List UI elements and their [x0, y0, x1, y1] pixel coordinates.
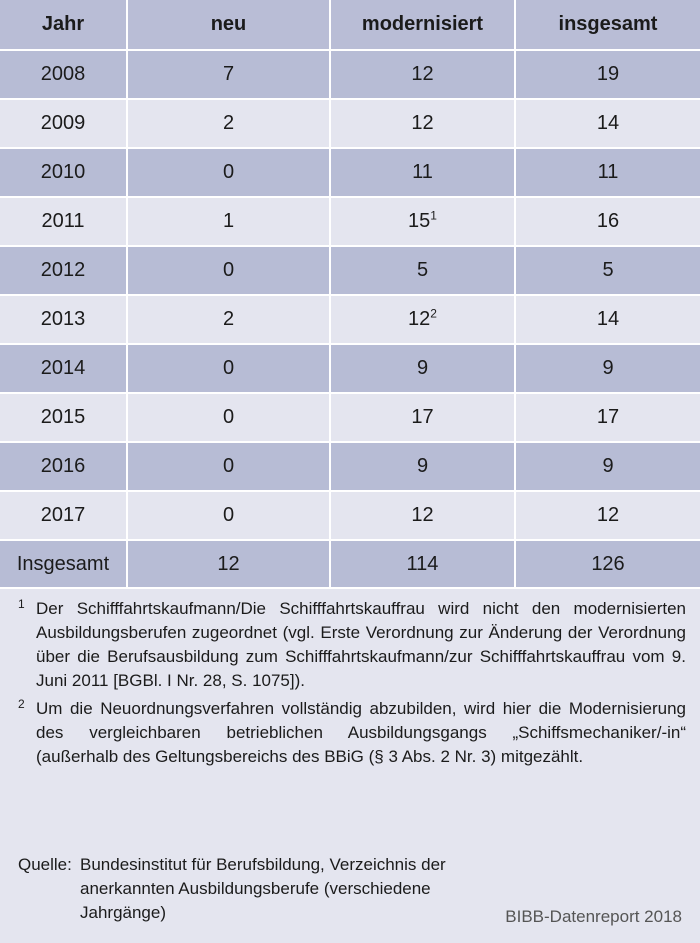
header-neu: neu: [127, 0, 330, 50]
header-jahr: Jahr: [0, 0, 127, 50]
cell-jahr: [0, 197, 127, 246]
cell-jahr-value: 2017: [40, 504, 86, 526]
cell-insgesamt: [515, 540, 700, 588]
cell-neu-value: 0: [222, 161, 235, 183]
cell-neu: [127, 295, 330, 344]
cell-modernisiert-value: 17: [411, 406, 434, 428]
cell-jahr-value: 2015: [40, 406, 86, 428]
cell-modernisiert-value: 12: [411, 504, 434, 526]
cell-modernisiert: [330, 197, 515, 246]
cell-neu: [127, 148, 330, 197]
cell-jahr-value: 2010: [40, 161, 86, 183]
cell-insgesamt-value: 5: [602, 259, 614, 281]
cell-modernisiert: [330, 50, 515, 99]
cell-jahr-value: 2012: [40, 259, 86, 281]
cell-jahr-value: 2011: [41, 210, 85, 232]
cell-insgesamt: [515, 99, 700, 148]
cell-neu: [127, 540, 330, 588]
cell-neu: [127, 393, 330, 442]
source-text: Bundesinstitut für Berufsbildung, Verzeichnis der anerkannten Ausbildungsberufe (verschiedene Jahrgänge): [80, 855, 446, 922]
cell-neu: [127, 99, 330, 148]
table-row: [0, 491, 700, 540]
footnote-ref: 1: [430, 208, 437, 223]
cell-neu: [127, 246, 330, 295]
cell-insgesamt-value: 9: [602, 357, 614, 379]
cell-modernisiert: [330, 99, 515, 148]
cell-insgesamt: [515, 246, 700, 295]
cell-modernisiert-value: 12: [411, 112, 434, 134]
footnote-text: Der Schifffahrtskaufmann/Die Schifffahrtskauffrau wird nicht den modernisierten Ausbildungsberufen zugeordnet (vgl. Erste Verordnung zur Änderung der Verordnung über die Berufsausbildung zum Schifffahrtskaufmann/zur Schifffahrtskauffrau vom 9. Juni 2011 [BGBl. I Nr. 28, S. 1075]).: [36, 599, 686, 690]
table-row: [0, 197, 700, 246]
header-modernisiert: modernisiert: [330, 0, 515, 50]
cell-insgesamt-value: 126: [591, 552, 625, 575]
cell-insgesamt: [515, 491, 700, 540]
cell-neu-value: 2: [222, 308, 235, 330]
cell-insgesamt: [515, 344, 700, 393]
cell-jahr: [0, 246, 127, 295]
cell-jahr-value: Insgesamt: [16, 552, 110, 575]
cell-insgesamt-value: 12: [596, 504, 620, 526]
cell-neu-value: 0: [222, 406, 235, 428]
cell-insgesamt-value: 14: [596, 308, 620, 330]
table-row: [0, 99, 700, 148]
cell-insgesamt-value: 9: [602, 455, 614, 477]
cell-neu-value: 2: [222, 112, 235, 134]
cell-modernisiert-value: 15: [408, 210, 431, 232]
cell-neu-value: 0: [222, 504, 235, 526]
credit-line: BIBB-Datenreport 2018: [505, 907, 682, 926]
cell-insgesamt: [515, 442, 700, 491]
table-row: [0, 442, 700, 491]
cell-jahr: [0, 344, 127, 393]
cell-modernisiert-value: 12: [411, 63, 434, 85]
cell-modernisiert: [330, 393, 515, 442]
cell-jahr: [0, 393, 127, 442]
cell-insgesamt: [515, 393, 700, 442]
header-insgesamt: insgesamt: [515, 0, 700, 50]
cell-neu-value: 7: [222, 63, 235, 85]
cell-insgesamt-value: 17: [596, 406, 620, 428]
table-body: [0, 50, 700, 588]
cell-neu: [127, 50, 330, 99]
cell-jahr: [0, 50, 127, 99]
cell-neu: [127, 344, 330, 393]
cell-jahr-value: 2013: [40, 308, 86, 330]
cell-insgesamt-value: 16: [596, 210, 620, 232]
cell-jahr: [0, 295, 127, 344]
cell-neu: [127, 491, 330, 540]
cell-jahr-value: 2016: [40, 455, 86, 477]
cell-modernisiert-value: 11: [412, 161, 433, 183]
cell-jahr-value: 2014: [40, 357, 86, 379]
table-row: [0, 344, 700, 393]
cell-jahr-value: 2009: [40, 112, 86, 134]
cell-jahr: [0, 148, 127, 197]
cell-insgesamt-value: 19: [596, 63, 620, 85]
cell-modernisiert: [330, 344, 515, 393]
cell-modernisiert: [330, 295, 515, 344]
cell-jahr-value: 2008: [40, 63, 86, 85]
footnote-1: [18, 597, 686, 693]
footnote-mark: 1: [18, 597, 25, 611]
header-row: [0, 0, 700, 50]
cell-insgesamt: [515, 295, 700, 344]
cell-jahr: [0, 442, 127, 491]
cell-modernisiert-value: 12: [408, 308, 431, 330]
table-row: [0, 50, 700, 99]
table-row: [0, 295, 700, 344]
cell-jahr: [0, 491, 127, 540]
cell-jahr: [0, 540, 127, 588]
source-label: Quelle:: [18, 855, 72, 874]
cell-insgesamt-value: 14: [596, 112, 620, 134]
cell-modernisiert: [330, 442, 515, 491]
footnote-mark: 2: [18, 697, 25, 711]
cell-modernisiert: [330, 148, 515, 197]
cell-jahr: [0, 99, 127, 148]
cell-insgesamt: [515, 50, 700, 99]
cell-neu-value: 0: [222, 259, 235, 281]
cell-neu: [127, 197, 330, 246]
table-row: [0, 393, 700, 442]
cell-neu: [127, 442, 330, 491]
cell-modernisiert-value: 9: [416, 357, 429, 379]
cell-neu-value: 0: [222, 455, 235, 477]
cell-insgesamt-value: 11: [597, 161, 619, 183]
cell-neu-value: 1: [222, 210, 235, 232]
cell-modernisiert-value: 5: [416, 259, 429, 281]
footnote-2: [18, 697, 686, 769]
footnote-text: Um die Neuordnungsverfahren vollständig abzubilden, wird hier die Modernisierung des vergleichbaren betrieblichen Ausbildungsgangs „Schiffsmechaniker/-in“ (außerhalb des Geltungsbereichs des BBiG (§ 3 Abs. 2 Nr. 3) mitgezählt.: [36, 699, 686, 766]
table-row: [0, 148, 700, 197]
cell-neu-value: 12: [217, 552, 240, 575]
cell-modernisiert-value: 9: [416, 455, 429, 477]
cell-insgesamt: [515, 197, 700, 246]
cell-modernisiert: [330, 246, 515, 295]
cell-modernisiert-value: 114: [406, 552, 439, 575]
table-row: [0, 246, 700, 295]
cell-modernisiert: [330, 491, 515, 540]
cell-insgesamt: [515, 148, 700, 197]
total-row: [0, 540, 700, 588]
cell-modernisiert: [330, 540, 515, 588]
cell-neu-value: 0: [222, 357, 235, 379]
footnotes: [18, 597, 686, 773]
footnote-ref: 2: [430, 306, 437, 321]
